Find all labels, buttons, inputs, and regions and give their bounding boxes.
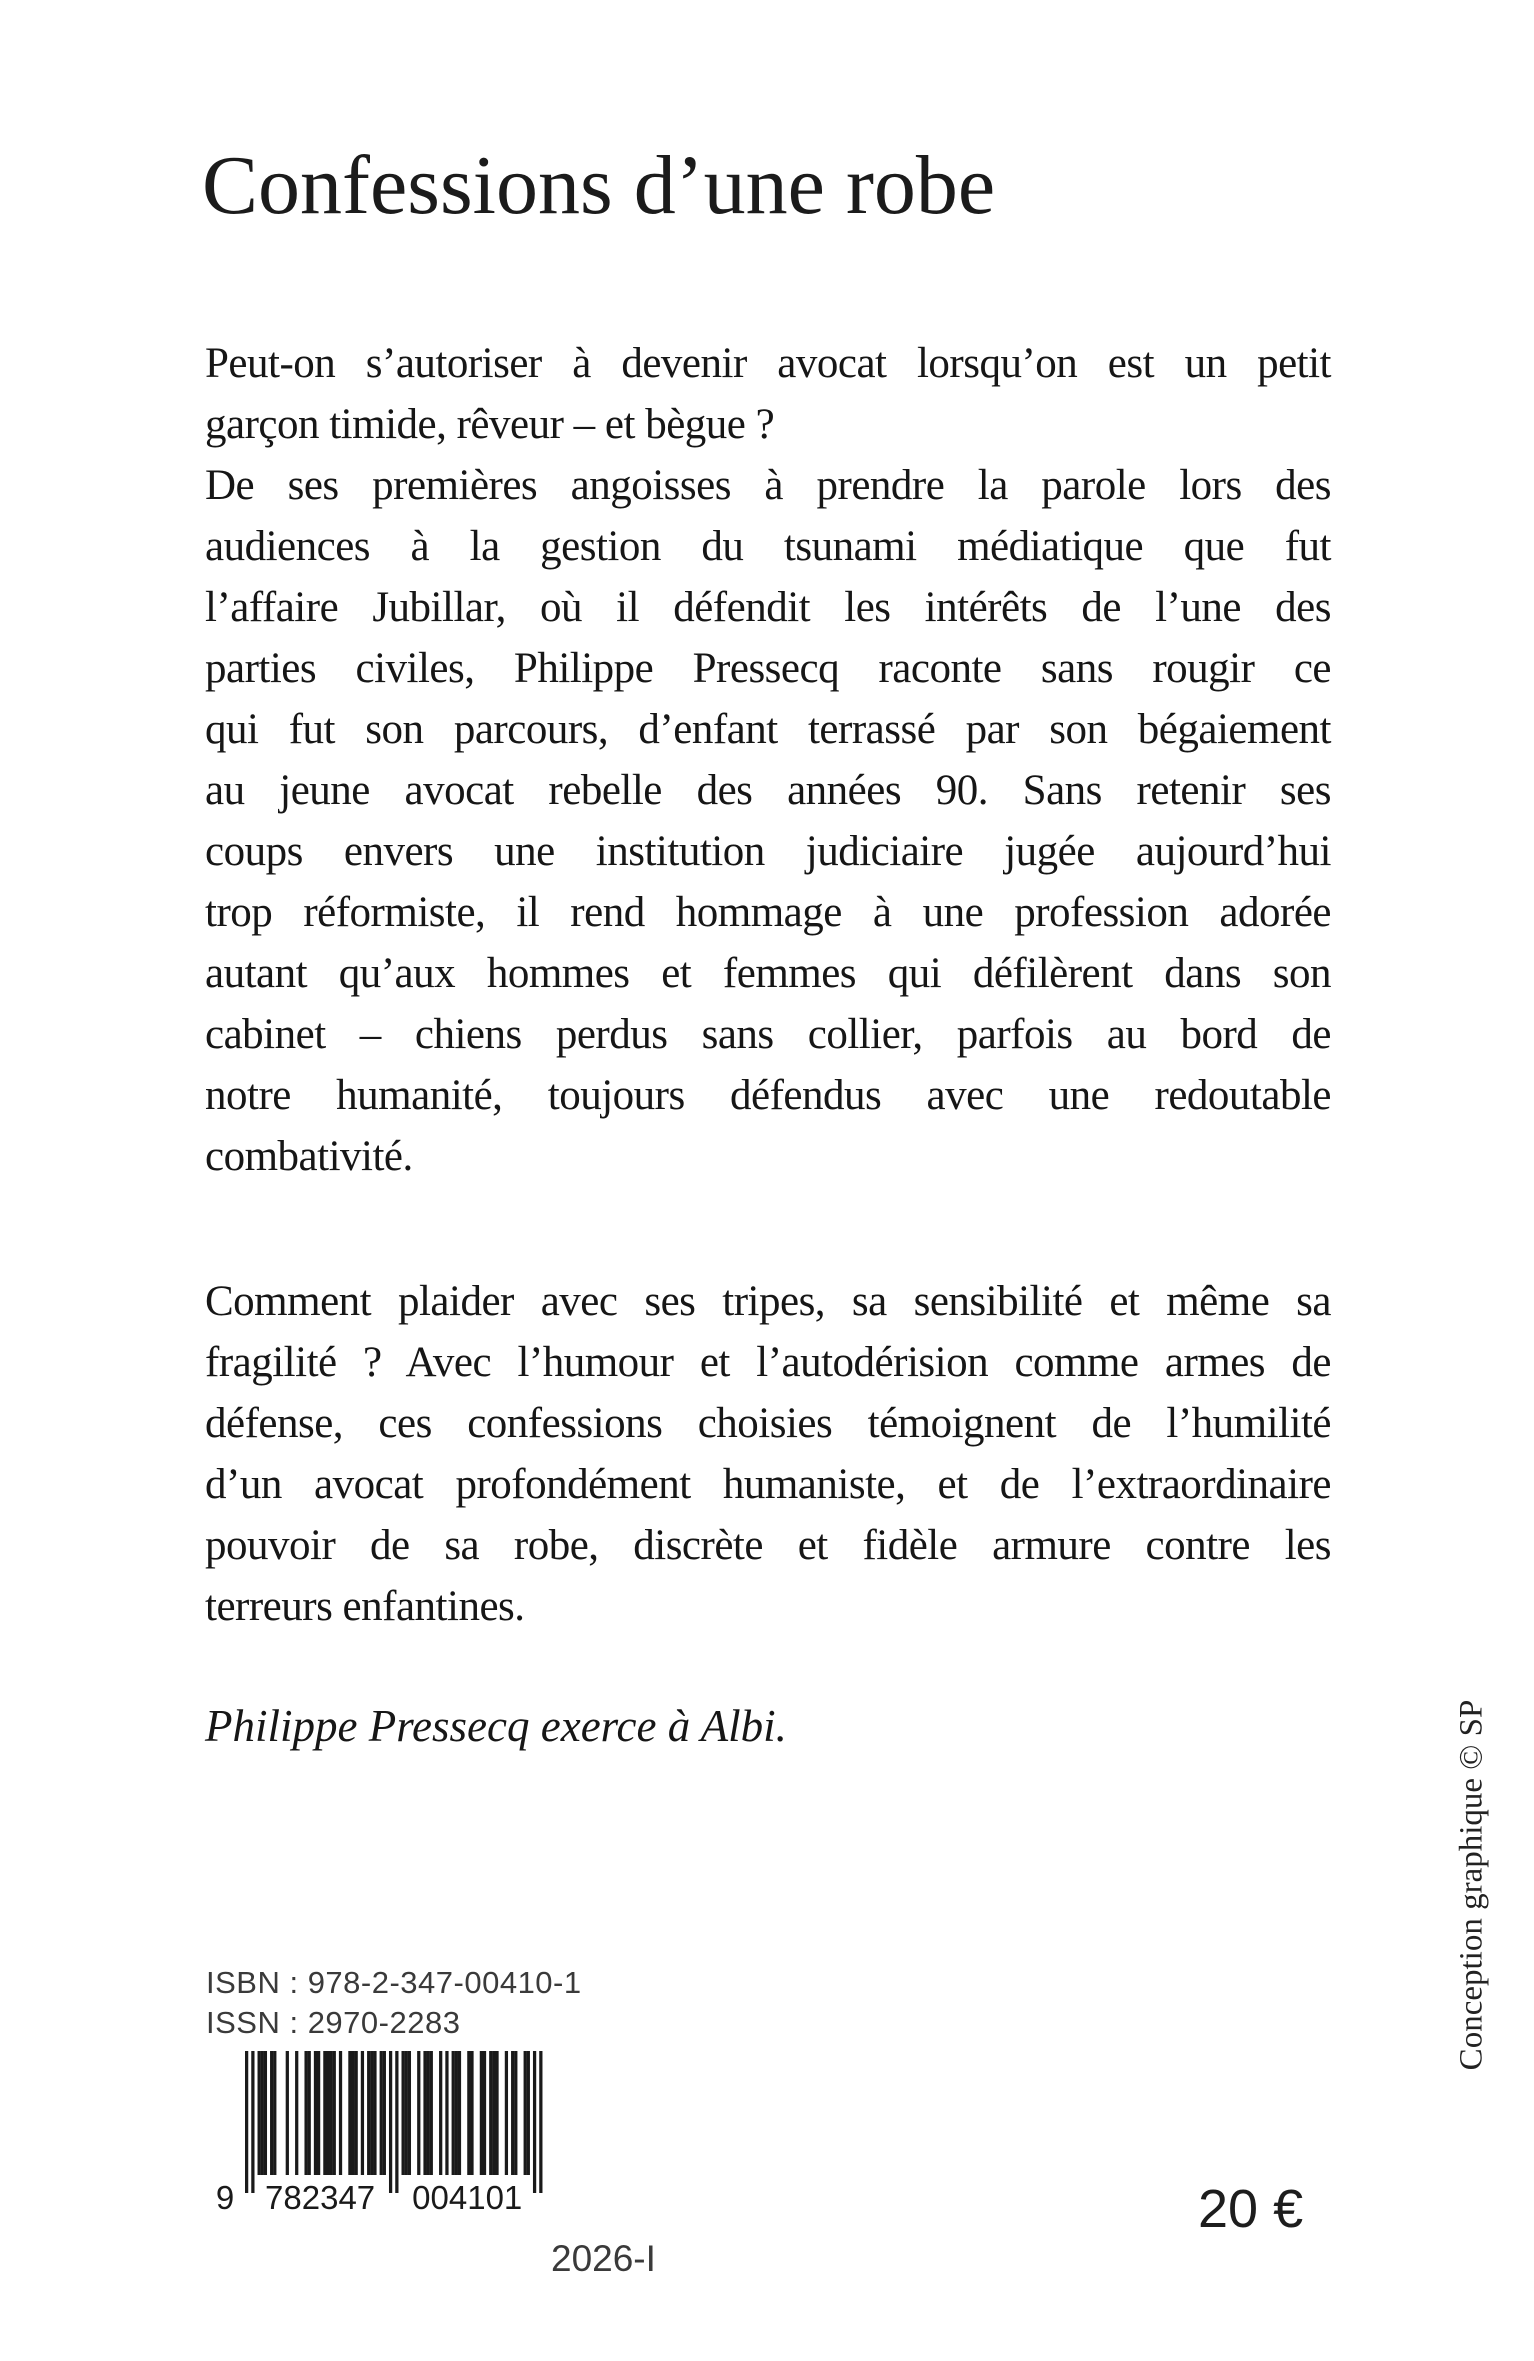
barcode-bar: [533, 2051, 536, 2193]
barcode-bar: [317, 2051, 320, 2175]
barcode-bar: [455, 2051, 458, 2175]
barcode-bar: [458, 2051, 461, 2175]
barcode-bar: [495, 2051, 498, 2175]
synopsis-line: coups envers une institution judiciaire jugée aujourd’hui: [205, 828, 1331, 875]
synopsis: [205, 333, 1331, 1637]
synopsis-paragraph: [205, 1271, 1331, 1637]
barcode-bar: [430, 2051, 433, 2175]
barcode-bar: [373, 2051, 376, 2175]
design-credit: Conception graphique © SP: [1453, 1699, 1490, 2071]
barcode-bar: [333, 2051, 336, 2175]
isbn-line: ISBN : 978-2-347-00410-1: [206, 1965, 582, 2000]
synopsis-line: terreurs enfantines.: [205, 1583, 525, 1630]
barcode-bar: [527, 2051, 530, 2175]
barcode-bar: [308, 2051, 311, 2175]
print-code: 2026-I: [551, 2238, 656, 2279]
synopsis-line: notre humanité, toujours défendus avec une redoutable: [205, 1072, 1331, 1119]
barcode-bar: [452, 2051, 455, 2175]
barcode-bar: [489, 2051, 492, 2175]
barcode-bar: [408, 2051, 411, 2175]
barcode-bar: [492, 2051, 495, 2175]
barcode-bar: [261, 2051, 264, 2175]
synopsis-line: De ses premières angoisses à prendre la parole lors des: [205, 462, 1331, 509]
barcode-bar: [251, 2051, 254, 2193]
synopsis-line: pouvoir de sa robe, discrète et fidèle armure contre les: [205, 1522, 1331, 1569]
synopsis-line: l’affaire Jubillar, où il défendit les intérêts de l’une des: [205, 584, 1331, 631]
barcode-bar: [361, 2051, 364, 2175]
barcode-bar: [389, 2051, 392, 2193]
barcode-bar: [295, 2051, 298, 2175]
barcode-bar: [264, 2051, 267, 2175]
barcode-bar: [370, 2051, 373, 2175]
barcode-bar: [367, 2051, 370, 2175]
barcode-bar: [405, 2051, 408, 2175]
barcode-bar: [439, 2051, 442, 2175]
synopsis-line: Comment plaider avec ses tripes, sa sensibilité et même sa: [205, 1278, 1331, 1325]
synopsis-line: au jeune avocat rebelle des années 90. Sans retenir ses: [205, 767, 1331, 814]
barcode-bar: [383, 2051, 386, 2175]
barcode-bar: [314, 2051, 317, 2175]
synopsis-paragraph: [205, 333, 1331, 455]
barcode-bar: [348, 2051, 351, 2175]
synopsis-line: défense, ces confessions choisies témoignent de l’humilité: [205, 1400, 1331, 1447]
barcode-bar: [423, 2051, 426, 2175]
barcode-bar: [258, 2051, 261, 2175]
synopsis-line: fragilité ? Avec l’humour et l’autodérision comme armes de: [205, 1339, 1331, 1386]
barcode-bar: [539, 2051, 542, 2193]
barcode-bar: [380, 2051, 383, 2175]
synopsis-line: cabinet – chiens perdus sans collier, parfois au bord de: [205, 1011, 1331, 1058]
synopsis-line: audiences à la gestion du tsunami médiatique que fut: [205, 523, 1331, 570]
barcode-bar: [511, 2051, 514, 2175]
synopsis-line: garçon timide, rêveur – et bègue ?: [205, 401, 775, 448]
ean13-barcode: [205, 2049, 565, 2214]
synopsis-line: combativité.: [205, 1133, 413, 1180]
issn-line: ISSN : 2970-2283: [206, 2005, 461, 2040]
barcode-bar: [395, 2051, 398, 2193]
barcode-bar: [467, 2051, 470, 2175]
barcode-digit-group: 9: [215, 2179, 235, 2214]
synopsis-line: qui fut son parcours, d’enfant terrassé par son bégaiement: [205, 706, 1331, 753]
synopsis-line: Peut-on s’autoriser à devenir avocat lorsqu’on est un petit: [205, 340, 1331, 387]
barcode-bar: [339, 2051, 342, 2175]
barcode-bar: [524, 2051, 527, 2175]
barcode-bar: [505, 2051, 508, 2175]
barcode-bar: [355, 2051, 358, 2175]
barcode-bar: [273, 2051, 276, 2175]
barcode-bar: [245, 2051, 248, 2193]
book-title: Confessions d’une robe: [202, 139, 996, 232]
synopsis-line: autant qu’aux hommes et femmes qui défilèrent dans son: [205, 950, 1331, 997]
barcode-bar: [480, 2051, 483, 2175]
barcode-bar: [514, 2051, 517, 2175]
author-note: Philippe Pressecq exerce à Albi.: [205, 1701, 787, 1751]
synopsis-line: parties civiles, Philippe Pressecq raconte sans rougir ce: [205, 645, 1331, 692]
barcode-bar: [417, 2051, 420, 2175]
barcode-bar: [483, 2051, 486, 2175]
barcode-bar: [427, 2051, 430, 2175]
barcode-digit-group: 782347: [265, 2179, 376, 2214]
barcode-bar: [286, 2051, 289, 2175]
synopsis-line: d’un avocat profondément humaniste, et de l’extraordinaire: [205, 1461, 1331, 1508]
barcode-bar: [470, 2051, 473, 2175]
barcode-bar: [330, 2051, 333, 2175]
barcode-bar: [304, 2051, 307, 2175]
synopsis-paragraph: [205, 455, 1331, 1187]
barcode-bar: [323, 2051, 326, 2175]
barcode-bar: [326, 2051, 329, 2175]
barcode-bar: [351, 2051, 354, 2175]
barcode-bar: [402, 2051, 405, 2175]
barcode-bar: [445, 2051, 448, 2175]
synopsis-line: trop réformiste, il rend hommage à une profession adorée: [205, 889, 1331, 936]
barcode-bar: [270, 2051, 273, 2175]
price: 20 €: [1198, 2179, 1304, 2239]
isbn-block: [206, 1963, 582, 2043]
barcode-digit-group: 004101: [412, 2179, 523, 2214]
